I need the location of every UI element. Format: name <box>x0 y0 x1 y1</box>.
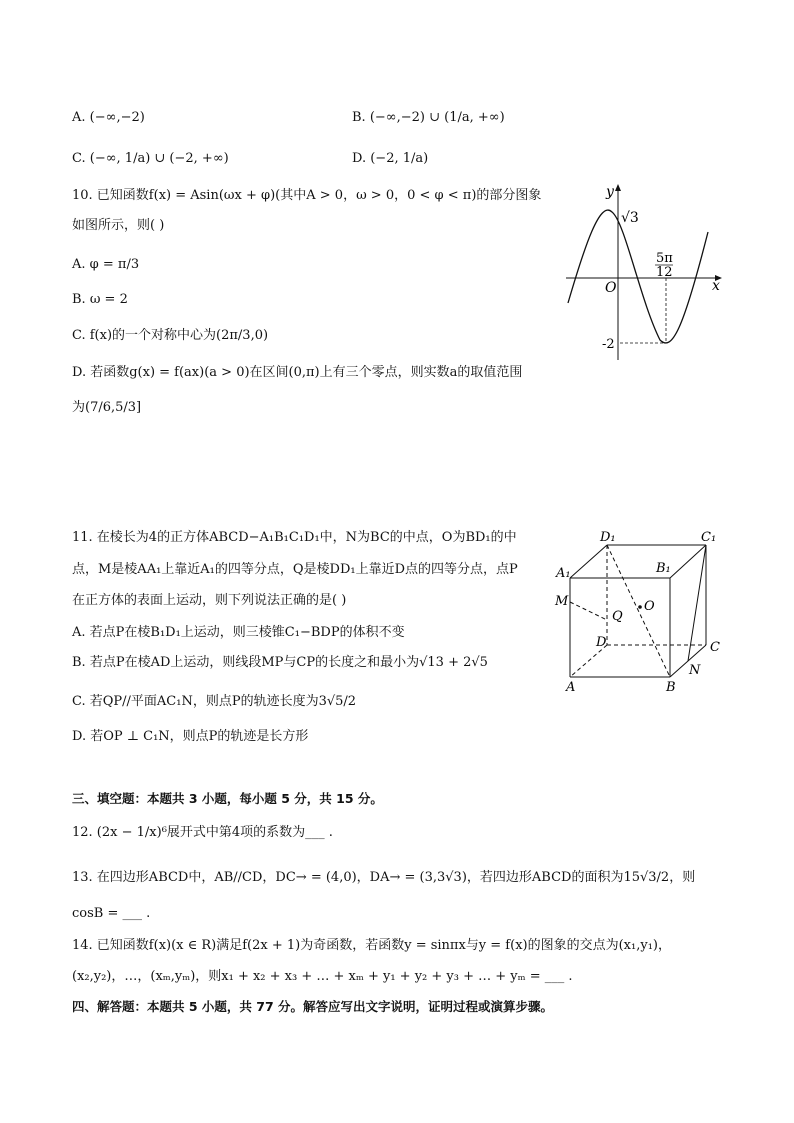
q9-option-c: C. (−∞, 1/a) ∪ (−2, +∞) <box>72 151 229 166</box>
label-q: Q <box>612 609 623 624</box>
q10-option-a: A. φ = π/3 <box>72 257 140 272</box>
q10-option-c: C. f(x)的一个对称中心为(2π/3,0) <box>72 328 269 343</box>
q11-option-c: C. 若QP//平面AC₁N，则点P的轨迹长度为3√5/2 <box>72 694 357 709</box>
x-axis-label: x <box>712 278 720 294</box>
q11-option-b: B. 若点P在棱AD上运动，则线段MP与CP的长度之和最小为√13 + 2√5 <box>72 655 488 670</box>
q10-option-d-line2: 为(7/6,5/3] <box>72 400 142 415</box>
section3-heading: 三、填空题：本题共 3 小题，每小题 5 分，共 15 分。 <box>72 791 383 806</box>
label-d: D <box>596 635 607 650</box>
y-axis-label: y <box>606 184 614 200</box>
x-tick-numerator: 5π <box>656 251 673 266</box>
q13-line1: 13. 在四边形ABCD中，AB//CD，DC→ = (4,0)，DA→ = (3,3√3)，若四边形ABCD的面积为15√3/2，则 <box>72 870 696 885</box>
label-m: M <box>555 594 569 609</box>
q9-option-d: D. (−2, 1/a) <box>352 151 429 166</box>
x-tick-denominator: 12 <box>656 265 673 280</box>
q10-stem-line1: 10. 已知函数f(x) = Asin(ωx + φ)(其中A > 0，ω > 0，0 < φ < π)的部分图象 <box>72 188 542 203</box>
origin-label: O <box>605 280 617 296</box>
max-value-label: √3 <box>621 210 639 226</box>
q9-option-a: A. (−∞,−2) <box>72 110 145 125</box>
q11-stem-line1: 11. 在棱长为4的正方体ABCD−A₁B₁C₁D₁中，N为BC的中点，O为BD₁的中 <box>72 530 517 545</box>
q11-option-a: A. 若点P在棱B₁D₁上运动，则三棱锥C₁−BDP的体积不变 <box>72 625 405 640</box>
q12-text: 12. (2x − 1/x)⁶展开式中第4项的系数为___ . <box>72 825 333 840</box>
q14-line1: 14. 已知函数f(x)(x ∈ R)满足f(2x + 1)为奇函数，若函数y = sinπx与y = f(x)的图象的交点为(x₁,y₁)， <box>72 938 671 953</box>
label-n: N <box>689 663 701 678</box>
q11-stem-line2: 点，M是棱AA₁上靠近A₁的四等分点，Q是棱DD₁上靠近D点的四等分点，点P <box>72 562 518 577</box>
section4-heading: 四、解答题：本题共 5 小题，共 77 分。解答应写出文字说明，证明过程或演算步骤。 <box>72 999 554 1014</box>
label-b1: B₁ <box>656 561 671 576</box>
label-b: B <box>666 680 676 695</box>
q11-stem-line3: 在正方体的表面上运动，则下列说法正确的是( ) <box>72 593 347 608</box>
label-o: O <box>644 599 655 614</box>
label-c: C <box>710 640 720 655</box>
min-value-label: -2 <box>602 337 615 352</box>
q13-line2: cosB = ___ . <box>72 906 151 921</box>
label-a1: A₁ <box>556 566 571 581</box>
q14-line2: (x₂,y₂)，…，(xₘ,yₘ)，则x₁ + x₂ + x₃ + … + xₘ + y₁ + y₂ + y₃ + … + yₘ = ___ . <box>72 969 573 984</box>
q10-option-b: B. ω = 2 <box>72 292 128 307</box>
q10-stem-line2: 如图所示，则( ) <box>72 218 165 233</box>
label-a: A <box>566 680 576 695</box>
sine-curve <box>568 210 708 343</box>
q11-option-d: D. 若OP ⊥ C₁N，则点P的轨迹是长方形 <box>72 729 309 744</box>
q10-option-d-line1: D. 若函数g(x) = f(ax)(a > 0)在区间(0,π)上有三个零点，则实数a的取值范围 <box>72 365 523 380</box>
q11-cube-figure <box>550 525 730 695</box>
label-c1: C₁ <box>701 530 717 545</box>
label-d1: D₁ <box>600 530 616 545</box>
q9-option-b: B. (−∞,−2) ∪ (1/a, +∞) <box>352 110 505 125</box>
q10-sine-graph <box>560 180 730 365</box>
